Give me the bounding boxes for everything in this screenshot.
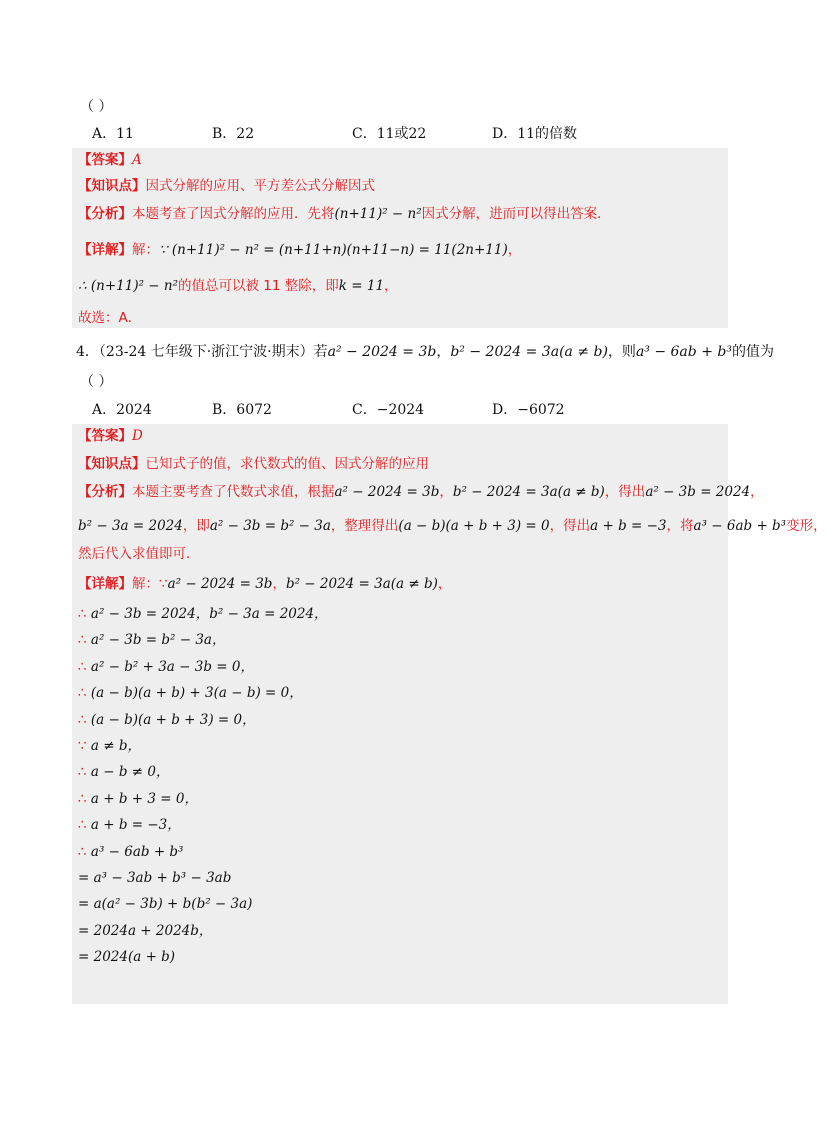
q4-analysis-3: 然后代入求值即可． xyxy=(78,546,200,562)
q3-choose: 故选：A． xyxy=(78,310,142,326)
analysis-tag: 【分析】 xyxy=(78,206,132,222)
q4-step-math: (a − b)(a + b) + 3(a − b) = 0， xyxy=(90,685,303,702)
q4-knowledge-row xyxy=(78,454,429,474)
q4-step-math: a + b = −3， xyxy=(90,817,181,834)
q4-analysis-2a: ，即 xyxy=(182,518,210,534)
q3-option-b: B．22 xyxy=(212,126,255,142)
q4-step-math: a² − b² + 3a − 3b = 0， xyxy=(90,658,254,675)
q4-step-math: a² − 3b = 2024，b² − 3a = 2024， xyxy=(90,606,328,622)
analysis-tag: 【分析】 xyxy=(78,484,132,500)
q3-option-d: D．11的倍数 xyxy=(492,126,578,142)
q3-knowledge-row xyxy=(78,176,375,196)
q4-stem-math1: a² − 2024 = 3b xyxy=(327,344,437,360)
q4-knowledge: 已知式子的值，求代数式的值、因式分解的应用 xyxy=(145,456,429,472)
q4-step-row xyxy=(78,789,198,809)
q4-option-c: C．−2024 xyxy=(352,402,425,418)
q4-analysis-1d: ， xyxy=(750,484,764,500)
q4-detail-end: ， xyxy=(437,576,452,592)
therefore-symbol: ∴ xyxy=(78,658,91,675)
therefore-symbol: ∴ xyxy=(78,764,91,781)
q4-step-row xyxy=(78,710,256,730)
therefore-symbol: ∴ xyxy=(78,843,91,860)
q4-stem-comma1: ， xyxy=(436,344,451,360)
q3-paren: （ ） xyxy=(80,99,113,115)
q3-detail-math: ∵ (n+11)² − n² = (n+11+n)(n+11−n) = 11(2n+11) xyxy=(159,242,508,258)
q3-analysis-post: 因式分解，进而可以得出答案． xyxy=(421,206,611,222)
q4-analysis-2e: 变形， xyxy=(786,518,827,534)
q4-option-b: B．6072 xyxy=(212,402,272,418)
q4-step-row xyxy=(78,762,169,782)
q4-analysis-2d: ，将 xyxy=(666,518,694,534)
q4-stem-prefix: 4．（23-24 七年级下·浙江宁波·期末）若 xyxy=(76,344,328,360)
q4-detail-c: ， xyxy=(272,576,286,592)
q4-answer-row xyxy=(78,426,143,446)
answer-tag: 【答案】 xyxy=(78,428,132,444)
q3-conclusion-row xyxy=(78,276,398,296)
q4-step-row xyxy=(78,736,141,756)
q4-detail-m1: a² − 2024 = 3b xyxy=(167,576,273,592)
q4-analysis-2m3: (a − b)(a + b + 3) = 0 xyxy=(398,518,550,534)
q4-answer: D xyxy=(132,428,143,444)
q4-analysis-row1 xyxy=(78,482,764,502)
q3-analysis-math: (n+11)² − n² xyxy=(334,206,422,222)
knowledge-tag: 【知识点】 xyxy=(78,178,146,194)
q4-analysis-2b: ，整理得出 xyxy=(330,518,399,534)
therefore-symbol: ∴ xyxy=(78,632,91,649)
detail-tag: 【详解】 xyxy=(78,576,132,592)
q4-step-row xyxy=(78,815,181,835)
q4-step-math: (a − b)(a + b + 3) = 0， xyxy=(90,711,256,728)
q3-line2-math: ∴ (n+11)² − n² xyxy=(78,278,179,294)
q4-step-math: = a(a² − 3b) + b(b² − 3a) xyxy=(78,896,253,913)
q3-line2-math2: k = 11 xyxy=(338,278,385,294)
q4-step-math: = a³ − 3ab + b³ − 3ab xyxy=(78,870,232,886)
q4-step-math: = 2024a + 2024b， xyxy=(78,922,213,939)
q3-analysis-row xyxy=(78,204,611,224)
q3-analysis-pre: 本题考查了因式分解的应用．先将 xyxy=(132,206,335,222)
q4-analysis-1c: ， xyxy=(439,484,453,500)
q3-line2-text: 的值总可以被 11 整除，即 xyxy=(178,278,339,294)
q3-detail-pre: 解： xyxy=(132,242,159,258)
therefore-symbol: ∴ xyxy=(78,790,91,807)
q4-step-row xyxy=(78,894,252,914)
knowledge-tag: 【知识点】 xyxy=(78,456,146,472)
q3-knowledge: 因式分解的应用、平方差公式分解因式 xyxy=(145,178,375,194)
q4-stem-math3: a³ − 6ab + b³ xyxy=(635,344,732,360)
q4-step-math: = 2024(a + b) xyxy=(78,949,176,966)
q4-step-row xyxy=(78,921,212,941)
q4-solution-box xyxy=(72,424,827,1004)
q3-answer: A xyxy=(132,152,142,168)
q4-step-row xyxy=(78,630,225,650)
q4-analysis-2m2: a² − 3b = b² − 3a xyxy=(209,518,331,534)
q4-analysis-row2 xyxy=(78,516,827,536)
q4-stem-math2: b² − 2024 = 3a(a ≠ b) xyxy=(450,344,608,360)
q4-analysis-2m4: a + b = −3 xyxy=(590,518,667,534)
q4-step-row xyxy=(78,868,231,888)
because-symbol: ∵ xyxy=(78,738,91,754)
therefore-symbol: ∴ xyxy=(78,606,91,622)
q3-solution-box xyxy=(72,148,728,328)
therefore-symbol: ∴ xyxy=(78,685,91,702)
q4-step-math: a − b ≠ 0， xyxy=(90,764,170,781)
q4-detail-m2: b² − 2024 = 3a(a ≠ b) xyxy=(285,576,438,592)
q4-step-math: a + b + 3 = 0， xyxy=(90,790,198,807)
answer-tag: 【答案】 xyxy=(78,152,132,168)
q4-analysis-1a: 本题主要考查了代数式求值，根据 xyxy=(132,484,335,500)
q4-option-a: A．2024 xyxy=(92,402,152,418)
q4-detail-pre: 解：∵ xyxy=(132,576,168,592)
q4-step-math: a² − 3b = b² − 3a， xyxy=(90,632,226,649)
q4-analysis-row3 xyxy=(78,544,200,564)
q4-step-row xyxy=(78,604,328,624)
q4-step-math: a³ − 6ab + b³ xyxy=(90,843,184,860)
q4-stem xyxy=(76,342,774,362)
q3-detail-row xyxy=(78,240,521,260)
q3-line2-end: ， xyxy=(384,278,398,294)
therefore-symbol: ∴ xyxy=(78,817,91,834)
q3-option-c: C．11或22 xyxy=(352,126,427,142)
q4-analysis-1m3: a² − 3b = 2024 xyxy=(645,484,751,500)
q3-answer-row xyxy=(78,150,142,170)
therefore-symbol: ∴ xyxy=(78,711,91,728)
q4-detail-row xyxy=(78,574,451,594)
q4-paren: （ ） xyxy=(80,374,113,390)
q3-detail-comma: ， xyxy=(507,242,522,258)
q4-step-row xyxy=(78,683,303,703)
q4-step-row xyxy=(78,842,183,862)
q3-option-a: A．11 xyxy=(92,126,134,142)
q4-option-d: D．−6072 xyxy=(492,402,565,418)
q4-step-row xyxy=(78,947,175,967)
q4-analysis-1m1: a² − 2024 = 3b xyxy=(334,484,440,500)
q4-stem-end: 的值为 xyxy=(731,344,774,360)
q4-stem-then: ，则 xyxy=(607,344,636,360)
q4-analysis-2c: ，得出 xyxy=(549,518,591,534)
q3-choose-row xyxy=(78,308,141,328)
q4-analysis-1m2: b² − 2024 = 3a(a ≠ b) xyxy=(452,484,605,500)
q4-analysis-1b: ，得出 xyxy=(604,484,646,500)
detail-tag: 【详解】 xyxy=(78,242,132,258)
q4-step-row xyxy=(78,657,254,677)
q4-analysis-2m5: a³ − 6ab + b³ xyxy=(693,518,787,534)
q4-analysis-2m1: b² − 3a = 2024 xyxy=(78,518,183,534)
q4-step-math: a ≠ b， xyxy=(90,738,141,754)
